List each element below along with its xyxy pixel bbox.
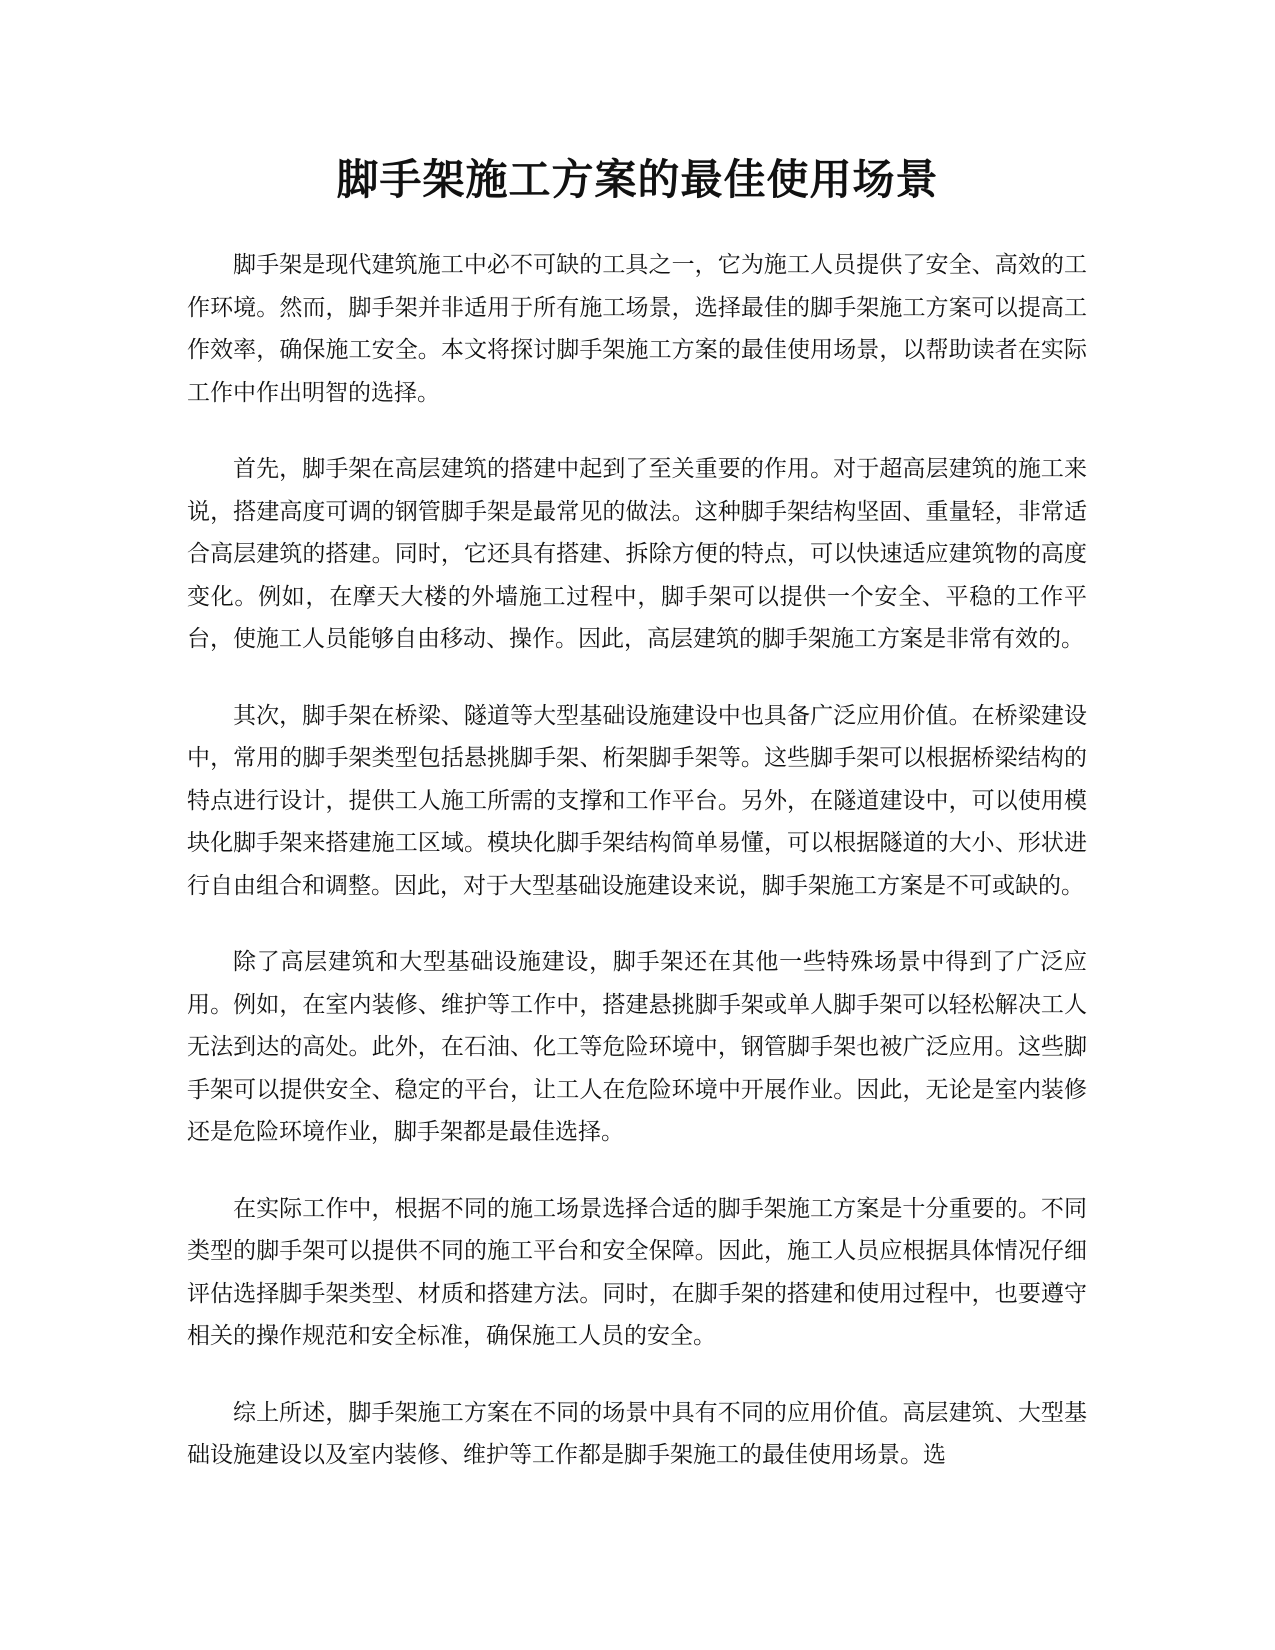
document-title: 脚手架施工方案的最佳使用场景 (336, 155, 939, 204)
paragraph-infrastructure: 其次，脚手架在桥梁、隧道等大型基础设施建设中也具备广泛应用价值。在桥梁建设中，常用的脚手架类型包括悬挑脚手架、桁架脚手架等。这些脚手架可以根据桥梁结构的特点进行设计，提供工人施工所需的支撑和工作平台。另外，在隧道建设中，可以使用模块化脚手架来搭建施工区域。模块化脚手架结构简单易懂，可以根据隧道的大小、形状进行自由组合和调整。因此，对于大型基础设施建设来说，脚手架施工方案是不可或缺的。 (187, 702, 1087, 899)
paragraph-special-scenarios: 除了高层建筑和大型基础设施建设，脚手架还在其他一些特殊场景中得到了广泛应用。例如，在室内装修、维护等工作中，搭建悬挑脚手架或单人脚手架可以轻松解决工人无法到达的高处。此外，在石油、化工等危险环境中，钢管脚手架也被广泛应用。这些脚手架可以提供安全、稳定的平台，让工人在危险环境中开展作业。因此，无论是室内装修还是危险环境作业，脚手架都是最佳选择。 (187, 949, 1087, 1145)
paragraph-conclusion: 综上所述，脚手架施工方案在不同的场景中具有不同的应用价值。高层建筑、大型基础设施建设以及室内装修、维护等工作都是脚手架施工的最佳使用场景。选 (187, 1399, 1087, 1468)
paragraph-practical-work: 在实际工作中，根据不同的施工场景选择合适的脚手架施工方案是十分重要的。不同类型的脚手架可以提供不同的施工平台和安全保障。因此，施工人员应根据具体情况仔细评估选择脚手架类型、材质和搭建方法。同时，在脚手架的搭建和使用过程中，也要遵守相关的操作规范和安全标准，确保施工人员的安全。 (187, 1195, 1087, 1349)
document-body (187, 244, 1087, 1511)
paragraph-high-rise: 首先，脚手架在高层建筑的搭建中起到了至关重要的作用。对于超高层建筑的施工来说，搭建高度可调的钢管脚手架是最常见的做法。这种脚手架结构坚固、重量轻，非常适合高层建筑的搭建。同时，它还具有搭建、拆除方便的特点，可以快速适应建筑物的高度变化。例如，在摩天大楼的外墙施工过程中，脚手架可以提供一个安全、平稳的工作平台，使施工人员能够自由移动、操作。因此，高层建筑的脚手架施工方案是非常有效的。 (187, 456, 1087, 652)
paragraph-intro: 脚手架是现代建筑施工中必不可缺的工具之一，它为施工人员提供了安全、高效的工作环境。然而，脚手架并非适用于所有施工场景，选择最佳的脚手架施工方案可以提高工作效率，确保施工安全。本文将探讨脚手架施工方案的最佳使用场景，以帮助读者在实际工作中作出明智的选择。 (187, 252, 1087, 406)
